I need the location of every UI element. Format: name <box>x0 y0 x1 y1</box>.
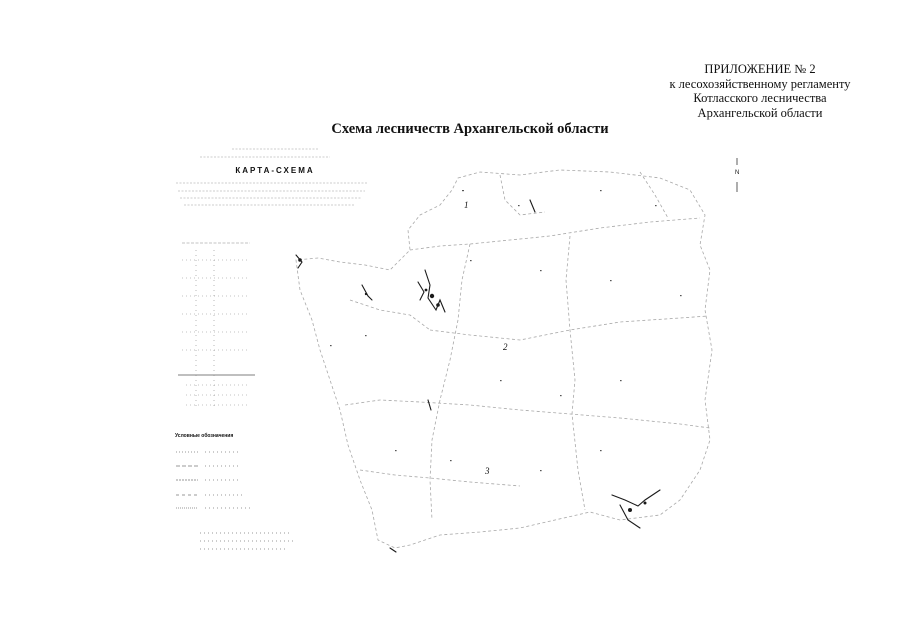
region-label-3: 3 <box>485 466 490 476</box>
page-title: Схема лесничеств Архангельской области <box>331 121 609 137</box>
legend-symbols-heading: Условные обозначения <box>175 433 234 439</box>
appendix-line-forestry: Котласского лесничества <box>693 91 827 105</box>
region-label-1: 1 <box>464 200 469 210</box>
north-label: N <box>735 170 740 176</box>
legend-table <box>178 243 255 410</box>
appendix-number: ПРИЛОЖЕНИЕ № 2 <box>704 62 816 76</box>
legend-heading: КАРТА-СХЕМА <box>235 166 315 175</box>
appendix-line-regulation: к лесохозяйственному регламенту <box>669 76 851 91</box>
map-detail-marks <box>330 190 682 471</box>
region-label-2: 2 <box>503 342 508 352</box>
legend-symbols <box>176 452 295 549</box>
region-boundaries <box>296 170 712 548</box>
appendix-line-region: Архангельской области <box>697 105 823 120</box>
rivers <box>296 200 660 552</box>
legend-panel <box>165 158 385 175</box>
lakes <box>298 258 646 512</box>
